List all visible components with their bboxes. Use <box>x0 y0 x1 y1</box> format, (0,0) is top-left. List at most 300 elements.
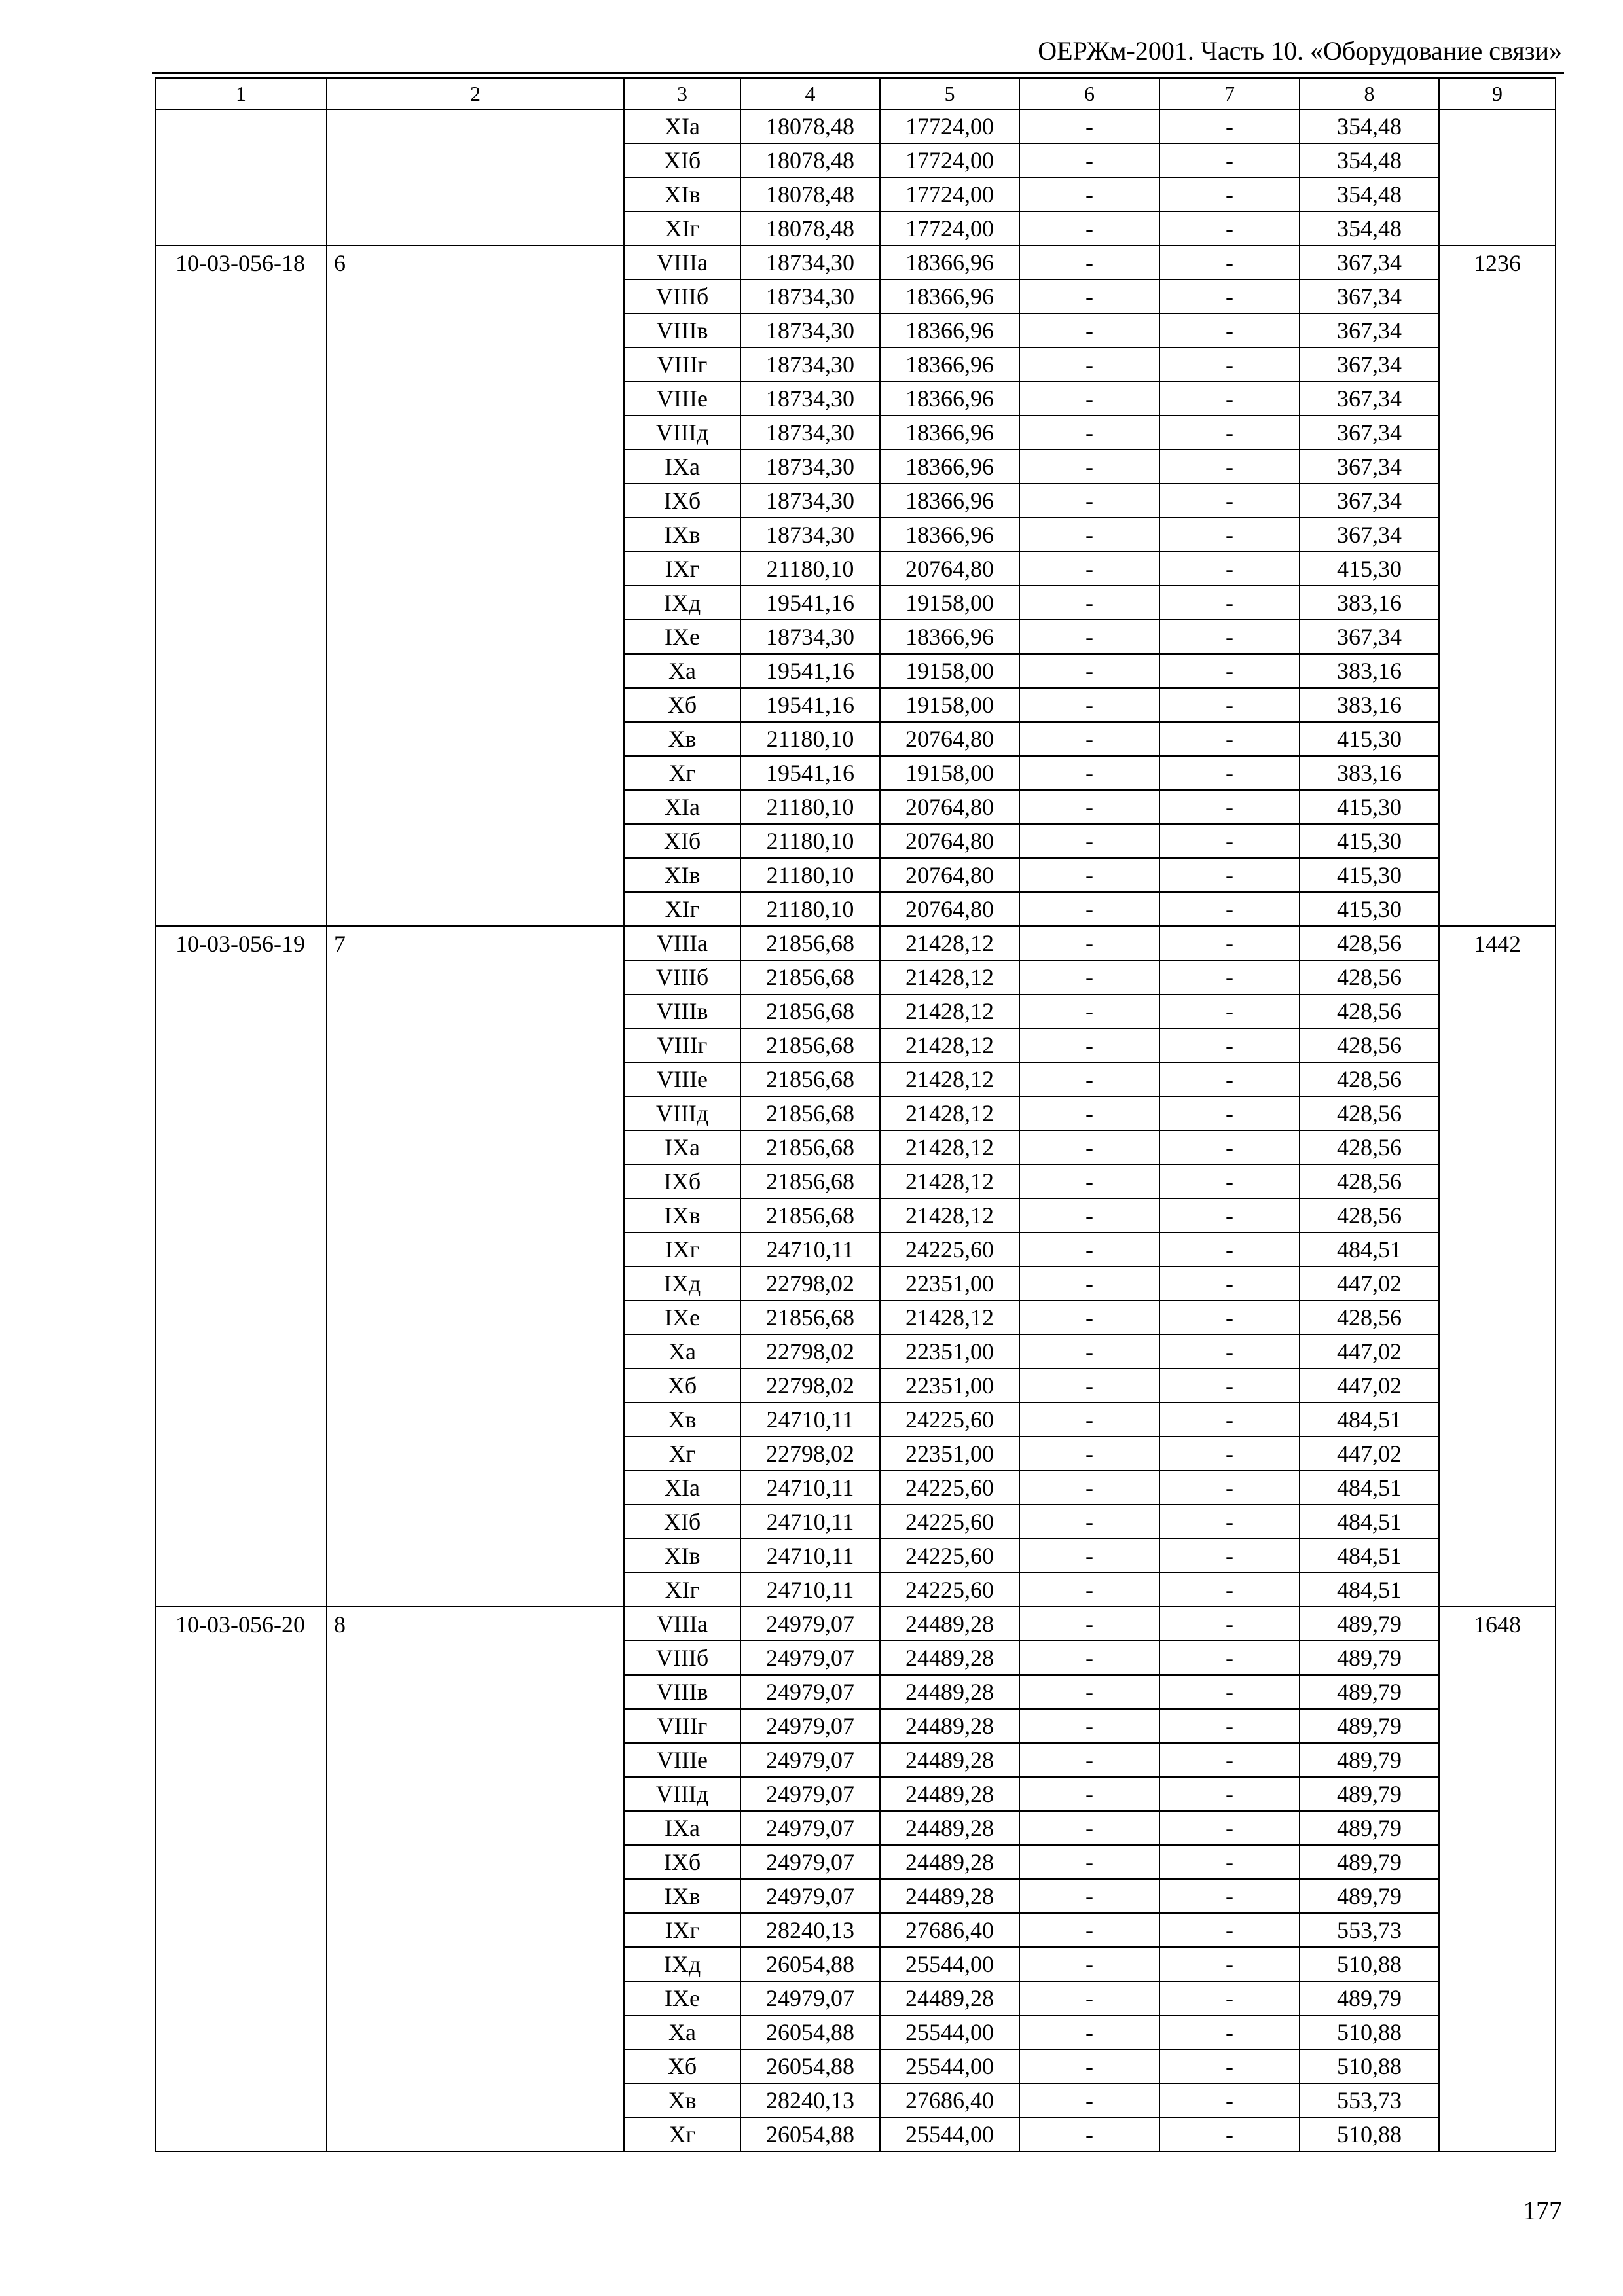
table-cell: 484,51 <box>1300 1471 1439 1505</box>
table-cell: 21856,68 <box>740 1062 880 1096</box>
table-cell: 18366,96 <box>880 314 1019 348</box>
table-cell: - <box>1019 450 1159 484</box>
table-cell: 24225,60 <box>880 1539 1019 1573</box>
table-cell: - <box>1159 518 1300 552</box>
table-cell: - <box>1019 1947 1159 1981</box>
table-cell: 24489,28 <box>880 1777 1019 1811</box>
table-cell: 18366,96 <box>880 620 1019 654</box>
table-cell: 24979,07 <box>740 1845 880 1879</box>
table-cell: - <box>1019 620 1159 654</box>
table-cell: 383,16 <box>1300 586 1439 620</box>
table-cell: 510,88 <box>1300 2015 1439 2049</box>
table-cell: - <box>1019 994 1159 1028</box>
table-cell: 489,79 <box>1300 1675 1439 1709</box>
table-cell: - <box>1019 1335 1159 1369</box>
table-cell: 18366,96 <box>880 484 1019 518</box>
table-cell: - <box>1159 722 1300 756</box>
table-cell: 354,48 <box>1300 109 1439 143</box>
table-cell: 26054,88 <box>740 2015 880 2049</box>
table-cell: 21428,12 <box>880 1096 1019 1130</box>
table-cell: - <box>1019 892 1159 926</box>
table-cell: - <box>1019 1573 1159 1607</box>
table-cell: 20764,80 <box>880 722 1019 756</box>
table-cell: 18734,30 <box>740 450 880 484</box>
table-cell: - <box>1159 1505 1300 1539</box>
rate-code-cell: 10-03-056-18 <box>155 245 327 926</box>
table-cell: Xб <box>624 2049 740 2083</box>
table-cell: 24979,07 <box>740 1777 880 1811</box>
table-cell: 484,51 <box>1300 1573 1439 1607</box>
table-cell: - <box>1019 348 1159 382</box>
table-cell: - <box>1159 1913 1300 1947</box>
group-col2-cell: 8 <box>327 1607 624 2151</box>
table-cell: 553,73 <box>1300 1913 1439 1947</box>
table-cell: 21856,68 <box>740 1130 880 1164</box>
table-cell: 20764,80 <box>880 790 1019 824</box>
table-cell: - <box>1019 1437 1159 1471</box>
table-cell: - <box>1159 892 1300 926</box>
table-cell: - <box>1159 1096 1300 1130</box>
table-cell: Xа <box>624 654 740 688</box>
table-cell: 24489,28 <box>880 1675 1019 1709</box>
table-cell: - <box>1159 1777 1300 1811</box>
table-cell: Xг <box>624 2117 740 2151</box>
table-cell: - <box>1159 2049 1300 2083</box>
table-cell: - <box>1159 1232 1300 1266</box>
table-cell: 21180,10 <box>740 892 880 926</box>
table-cell: 510,88 <box>1300 2049 1439 2083</box>
table-cell: 489,79 <box>1300 1879 1439 1913</box>
group-col2-cell: 7 <box>327 926 624 1607</box>
table-cell: - <box>1019 1845 1159 1879</box>
table-cell: XIб <box>624 143 740 177</box>
group-col9-cell: 1442 <box>1439 926 1556 1607</box>
table-cell: 24710,11 <box>740 1471 880 1505</box>
table-cell: VIIIд <box>624 1777 740 1811</box>
table-cell: 21856,68 <box>740 1198 880 1232</box>
table-cell: IXд <box>624 586 740 620</box>
table-cell: - <box>1019 722 1159 756</box>
table-cell: - <box>1019 143 1159 177</box>
table-cell: - <box>1159 279 1300 314</box>
table-cell: 354,48 <box>1300 143 1439 177</box>
table-cell: 367,34 <box>1300 450 1439 484</box>
table-cell: 428,56 <box>1300 1062 1439 1096</box>
table-cell: 510,88 <box>1300 1947 1439 1981</box>
table-cell: 24979,07 <box>740 1743 880 1777</box>
table-cell: - <box>1019 1369 1159 1403</box>
table-cell: 24710,11 <box>740 1539 880 1573</box>
table-cell: 26054,88 <box>740 1947 880 1981</box>
table-cell: IXа <box>624 450 740 484</box>
table-cell: - <box>1159 1335 1300 1369</box>
column-number: 8 <box>1300 78 1439 109</box>
table-cell: VIIIд <box>624 416 740 450</box>
table-cell: IXг <box>624 1913 740 1947</box>
table-cell: IXб <box>624 484 740 518</box>
table-cell: - <box>1159 177 1300 211</box>
table-cell: - <box>1019 1641 1159 1675</box>
table-cell: XIг <box>624 1573 740 1607</box>
table-cell: Xг <box>624 1437 740 1471</box>
table-cell: - <box>1159 2083 1300 2117</box>
table-cell: - <box>1159 960 1300 994</box>
table-cell: 24489,28 <box>880 1709 1019 1743</box>
table-cell: - <box>1019 211 1159 245</box>
table-cell: 21428,12 <box>880 994 1019 1028</box>
table-cell: - <box>1159 1641 1300 1675</box>
table-cell: 21180,10 <box>740 858 880 892</box>
table-cell: VIIIг <box>624 1028 740 1062</box>
table-cell: - <box>1159 143 1300 177</box>
table-cell: IXе <box>624 1300 740 1335</box>
table-cell: 415,30 <box>1300 824 1439 858</box>
table-cell: - <box>1019 416 1159 450</box>
table-cell: - <box>1159 416 1300 450</box>
table-cell: - <box>1159 1947 1300 1981</box>
table-cell: - <box>1019 1266 1159 1300</box>
table-cell: 489,79 <box>1300 1641 1439 1675</box>
table-cell: 489,79 <box>1300 1709 1439 1743</box>
table-cell: 21856,68 <box>740 1028 880 1062</box>
table-cell: VIIIе <box>624 382 740 416</box>
table-cell: IXв <box>624 518 740 552</box>
table-cell: 484,51 <box>1300 1232 1439 1266</box>
table-cell: Xб <box>624 688 740 722</box>
table-cell: - <box>1019 2117 1159 2151</box>
table-cell: 24489,28 <box>880 1879 1019 1913</box>
table-cell: - <box>1159 858 1300 892</box>
table-cell: 18078,48 <box>740 177 880 211</box>
table-cell: XIв <box>624 858 740 892</box>
table-cell: 27686,40 <box>880 1913 1019 1947</box>
table-cell: - <box>1019 1811 1159 1845</box>
table-cell: XIб <box>624 1505 740 1539</box>
table-cell: - <box>1019 688 1159 722</box>
table-cell: IXа <box>624 1811 740 1845</box>
group-col9-cell <box>1439 109 1556 245</box>
table-cell: 24225,60 <box>880 1403 1019 1437</box>
table-cell: - <box>1159 1369 1300 1403</box>
table-cell: - <box>1159 654 1300 688</box>
table-cell: 447,02 <box>1300 1266 1439 1300</box>
table-cell: 18366,96 <box>880 279 1019 314</box>
table-cell: - <box>1159 1743 1300 1777</box>
rate-code-cell: 10-03-056-20 <box>155 1607 327 2151</box>
table-cell: - <box>1019 2083 1159 2117</box>
table-cell: 18078,48 <box>740 211 880 245</box>
column-number: 4 <box>740 78 880 109</box>
table-cell: 24979,07 <box>740 1675 880 1709</box>
table-cell: 415,30 <box>1300 790 1439 824</box>
table-cell: 18366,96 <box>880 416 1019 450</box>
table-cell: - <box>1159 1062 1300 1096</box>
table-cell: - <box>1159 756 1300 790</box>
table-cell: 20764,80 <box>880 552 1019 586</box>
table-cell: 24979,07 <box>740 1641 880 1675</box>
table-cell: - <box>1159 348 1300 382</box>
table-cell: 21856,68 <box>740 1164 880 1198</box>
table-cell: IXд <box>624 1947 740 1981</box>
table-cell: 24225,60 <box>880 1232 1019 1266</box>
table-cell: - <box>1159 620 1300 654</box>
table-cell: 21856,68 <box>740 1096 880 1130</box>
table-cell: - <box>1019 2015 1159 2049</box>
table-cell: - <box>1019 858 1159 892</box>
table-cell: 22798,02 <box>740 1335 880 1369</box>
table-cell: VIIIд <box>624 1096 740 1130</box>
table-cell: - <box>1159 314 1300 348</box>
table-cell: VIIIв <box>624 1675 740 1709</box>
rate-code-cell: 10-03-056-19 <box>155 926 327 1607</box>
table-cell: 24489,28 <box>880 1811 1019 1845</box>
table-cell: 18734,30 <box>740 348 880 382</box>
table-cell: - <box>1159 1164 1300 1198</box>
table-cell: 22351,00 <box>880 1266 1019 1300</box>
table-cell: - <box>1019 1096 1159 1130</box>
table-cell: - <box>1159 1437 1300 1471</box>
table-cell: Xа <box>624 2015 740 2049</box>
table-cell: - <box>1019 518 1159 552</box>
table-cell: 383,16 <box>1300 756 1439 790</box>
table-cell: - <box>1019 1164 1159 1198</box>
table-cell: - <box>1019 314 1159 348</box>
table-cell: 21428,12 <box>880 1028 1019 1062</box>
table-cell: 21180,10 <box>740 824 880 858</box>
rate-code-cell <box>155 109 327 245</box>
table-cell: - <box>1019 824 1159 858</box>
table-cell: 24489,28 <box>880 1743 1019 1777</box>
table-cell: - <box>1019 484 1159 518</box>
table-cell: 25544,00 <box>880 2117 1019 2151</box>
table-cell: - <box>1019 1062 1159 1096</box>
table-cell: 22798,02 <box>740 1266 880 1300</box>
table-cell: - <box>1159 484 1300 518</box>
table-cell: 26054,88 <box>740 2117 880 2151</box>
table-cell: 489,79 <box>1300 1743 1439 1777</box>
table-cell: - <box>1159 109 1300 143</box>
group-col2-cell: 6 <box>327 245 624 926</box>
table-cell: - <box>1159 245 1300 279</box>
table-cell: 428,56 <box>1300 1028 1439 1062</box>
table-cell: 27686,40 <box>880 2083 1019 2117</box>
table-cell: 17724,00 <box>880 177 1019 211</box>
table-cell: - <box>1159 2117 1300 2151</box>
column-number: 3 <box>624 78 740 109</box>
table-cell: 24979,07 <box>740 1879 880 1913</box>
table-cell: XIа <box>624 790 740 824</box>
table-cell: - <box>1159 1879 1300 1913</box>
table-cell: 18078,48 <box>740 109 880 143</box>
table-cell: 21856,68 <box>740 960 880 994</box>
table-cell: 21856,68 <box>740 926 880 960</box>
column-number-row <box>155 78 1556 109</box>
table-cell: 22351,00 <box>880 1369 1019 1403</box>
table-cell: 21856,68 <box>740 1300 880 1335</box>
table-cell: - <box>1019 552 1159 586</box>
table-cell: 21428,12 <box>880 1062 1019 1096</box>
group-col9-cell: 1648 <box>1439 1607 1556 2151</box>
table-cell: XIа <box>624 1471 740 1505</box>
table-row <box>155 245 1556 279</box>
table-cell: 18734,30 <box>740 416 880 450</box>
table-cell: 20764,80 <box>880 858 1019 892</box>
table-cell: - <box>1019 1913 1159 1947</box>
table-cell: Xв <box>624 722 740 756</box>
table-cell: - <box>1159 1198 1300 1232</box>
table-cell: 18734,30 <box>740 279 880 314</box>
table-cell: VIIIг <box>624 348 740 382</box>
table-cell: - <box>1019 960 1159 994</box>
table-cell: 367,34 <box>1300 416 1439 450</box>
table-cell: 510,88 <box>1300 2117 1439 2151</box>
header-rule <box>152 72 1564 74</box>
table-cell: 18366,96 <box>880 348 1019 382</box>
table-cell: 21428,12 <box>880 1300 1019 1335</box>
table-cell: - <box>1019 109 1159 143</box>
table-cell: - <box>1159 382 1300 416</box>
table-cell: VIIIа <box>624 1607 740 1641</box>
table-cell: VIIIв <box>624 314 740 348</box>
table-cell: VIIIа <box>624 926 740 960</box>
table-cell: 21428,12 <box>880 926 1019 960</box>
table-cell: 22351,00 <box>880 1335 1019 1369</box>
table-cell: - <box>1159 1811 1300 1845</box>
table-cell: - <box>1019 1300 1159 1335</box>
table-cell: - <box>1159 824 1300 858</box>
table-row <box>155 1607 1556 1641</box>
table-cell: 19158,00 <box>880 586 1019 620</box>
table-cell: - <box>1019 1130 1159 1164</box>
table-cell: - <box>1159 1539 1300 1573</box>
table-cell: - <box>1019 1403 1159 1437</box>
table-cell: 367,34 <box>1300 484 1439 518</box>
table-cell: XIг <box>624 211 740 245</box>
table-cell: - <box>1019 756 1159 790</box>
table-cell: 21856,68 <box>740 994 880 1028</box>
table-cell: 489,79 <box>1300 1981 1439 2015</box>
table-cell: - <box>1159 1981 1300 2015</box>
table-cell: 367,34 <box>1300 314 1439 348</box>
table-cell: - <box>1159 1675 1300 1709</box>
table-cell: - <box>1019 279 1159 314</box>
table-cell: 354,48 <box>1300 177 1439 211</box>
table-cell: - <box>1159 1709 1300 1743</box>
table-cell: 415,30 <box>1300 892 1439 926</box>
table-cell: 24710,11 <box>740 1403 880 1437</box>
table-cell: 428,56 <box>1300 1096 1439 1130</box>
table-cell: IXб <box>624 1845 740 1879</box>
table-cell: 24710,11 <box>740 1505 880 1539</box>
table-cell: - <box>1019 1539 1159 1573</box>
table-cell: IXа <box>624 1130 740 1164</box>
table-cell: IXе <box>624 620 740 654</box>
table-cell: 19158,00 <box>880 688 1019 722</box>
table-cell: - <box>1019 1981 1159 2015</box>
column-number: 1 <box>155 78 327 109</box>
table-cell: 28240,13 <box>740 2083 880 2117</box>
table-cell: 354,48 <box>1300 211 1439 245</box>
table-cell: 25544,00 <box>880 2015 1019 2049</box>
table-cell: VIIIб <box>624 1641 740 1675</box>
table-cell: VIIIб <box>624 279 740 314</box>
table-cell: 428,56 <box>1300 994 1439 1028</box>
table-cell: - <box>1019 1879 1159 1913</box>
table-cell: 24489,28 <box>880 1845 1019 1879</box>
table-cell: XIб <box>624 824 740 858</box>
column-number: 6 <box>1019 78 1159 109</box>
table-cell: - <box>1019 586 1159 620</box>
table-cell: IXв <box>624 1879 740 1913</box>
table-cell: - <box>1159 2015 1300 2049</box>
table-cell: 24225,60 <box>880 1505 1019 1539</box>
table-cell: - <box>1159 1266 1300 1300</box>
table-cell: 25544,00 <box>880 2049 1019 2083</box>
table-cell: - <box>1019 1028 1159 1062</box>
table-row <box>155 926 1556 960</box>
table-cell: 19158,00 <box>880 756 1019 790</box>
table-cell: 21428,12 <box>880 960 1019 994</box>
table-cell: 18734,30 <box>740 518 880 552</box>
table-cell: - <box>1019 926 1159 960</box>
table-cell: 24710,11 <box>740 1232 880 1266</box>
page-header-title: ОЕРЖм-2001. Часть 10. «Оборудование связи» <box>1038 36 1562 65</box>
table-cell: 447,02 <box>1300 1437 1439 1471</box>
table-cell: 18366,96 <box>880 382 1019 416</box>
table-cell: 19541,16 <box>740 654 880 688</box>
table-cell: - <box>1019 1743 1159 1777</box>
table-cell: 489,79 <box>1300 1811 1439 1845</box>
table-cell: Xб <box>624 1369 740 1403</box>
table-cell: 415,30 <box>1300 552 1439 586</box>
table-cell: IXг <box>624 552 740 586</box>
table-cell: - <box>1019 1709 1159 1743</box>
table-cell: 367,34 <box>1300 245 1439 279</box>
table-cell: 24225,60 <box>880 1471 1019 1505</box>
table-cell: - <box>1019 654 1159 688</box>
table-cell: VIIIб <box>624 960 740 994</box>
table-cell: - <box>1159 1471 1300 1505</box>
table-cell: 367,34 <box>1300 279 1439 314</box>
table-cell: 24979,07 <box>740 1981 880 2015</box>
table-cell: XIв <box>624 1539 740 1573</box>
table-cell: 17724,00 <box>880 109 1019 143</box>
table-cell: - <box>1019 1471 1159 1505</box>
table-cell: 489,79 <box>1300 1845 1439 1879</box>
table-cell: - <box>1019 790 1159 824</box>
table-cell: XIв <box>624 177 740 211</box>
table-cell: 484,51 <box>1300 1403 1439 1437</box>
group-col2-cell <box>327 109 624 245</box>
table-cell: 553,73 <box>1300 2083 1439 2117</box>
table-cell: 428,56 <box>1300 1198 1439 1232</box>
table-cell: 18734,30 <box>740 620 880 654</box>
table-cell: 19541,16 <box>740 756 880 790</box>
table-cell: 367,34 <box>1300 620 1439 654</box>
table-cell: 367,34 <box>1300 382 1439 416</box>
table-cell: 24489,28 <box>880 1981 1019 2015</box>
table-cell: 18366,96 <box>880 450 1019 484</box>
table-cell: 19158,00 <box>880 654 1019 688</box>
table-cell: 22798,02 <box>740 1437 880 1471</box>
table-cell: - <box>1159 586 1300 620</box>
column-number: 7 <box>1159 78 1300 109</box>
group-col9-cell: 1236 <box>1439 245 1556 926</box>
table-cell: 21180,10 <box>740 790 880 824</box>
table-cell: 383,16 <box>1300 654 1439 688</box>
table-cell: 24489,28 <box>880 1641 1019 1675</box>
table-cell: 428,56 <box>1300 926 1439 960</box>
